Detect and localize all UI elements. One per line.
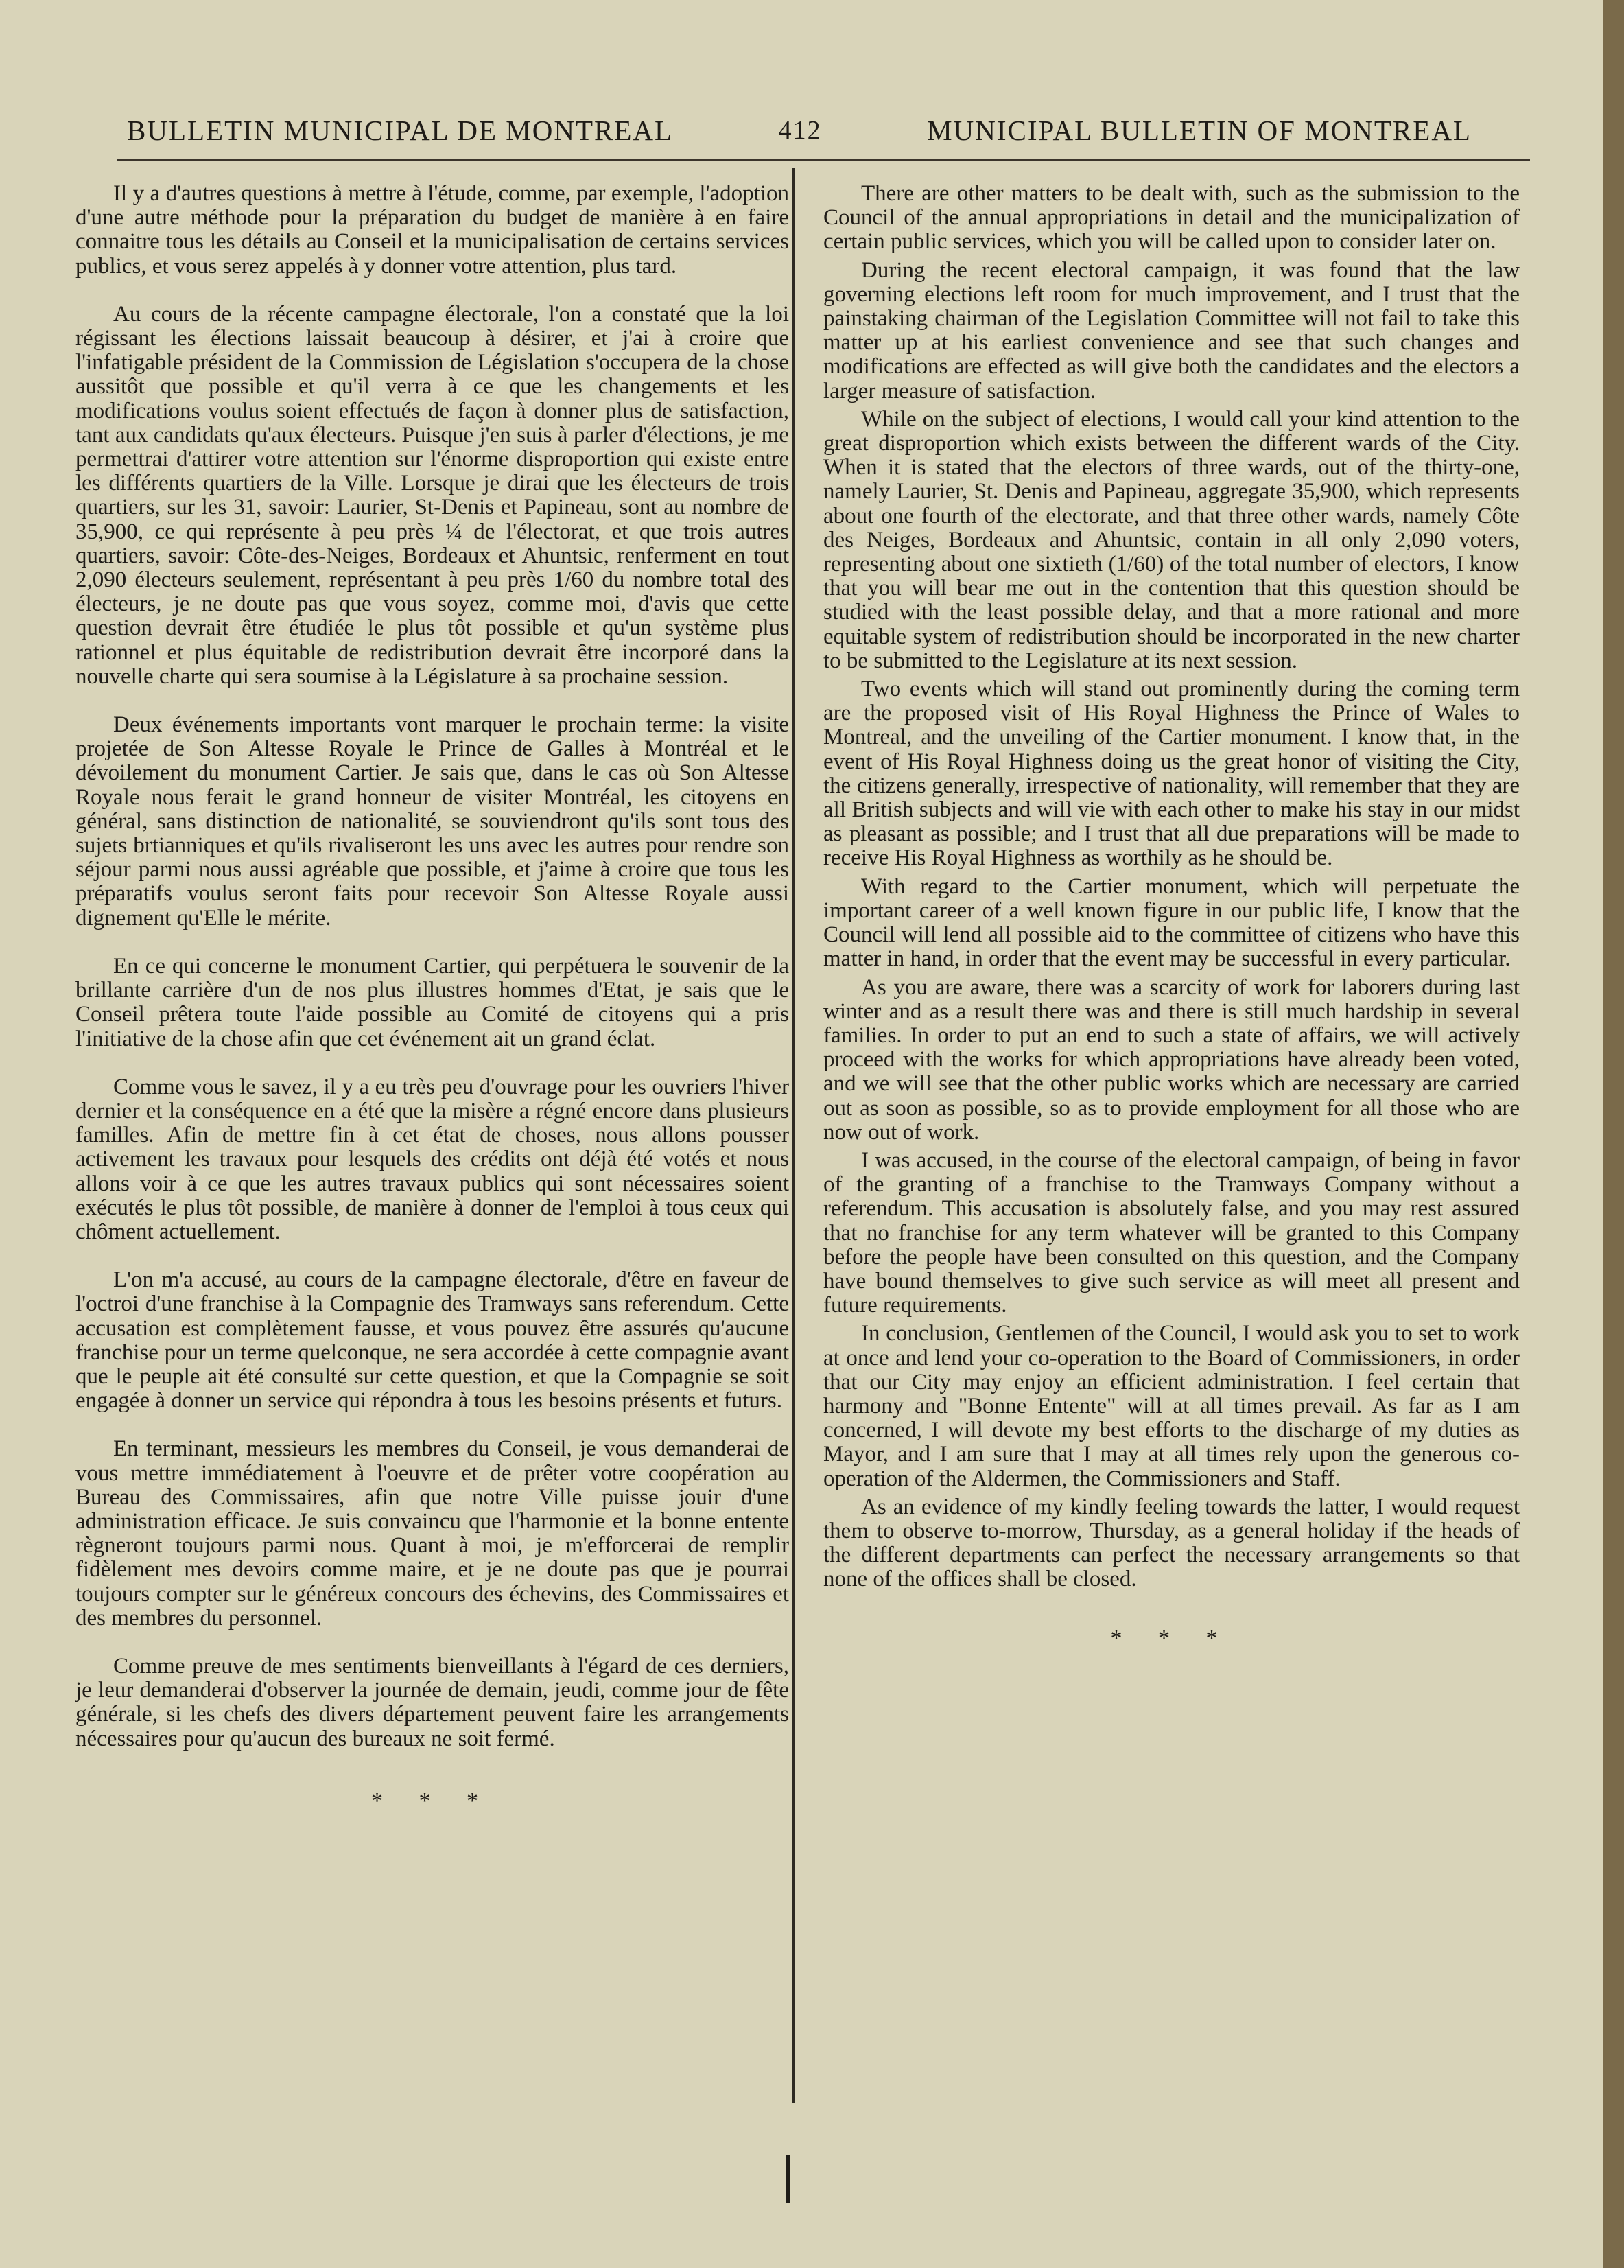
divider-mark	[786, 2155, 790, 2203]
english-paragraph: During the recent electoral campaign, it was found that the law governing elections left room for much improvement, and I trust that the painstaking chairman of the Legislation Committee will not fail to take this matter up at his earliest convenience and see that such changes and modifications are effected as will give both the candidates and the electors a larger measure of satisfaction.	[823, 257, 1520, 404]
french-paragraph: Comme preuve de mes sentiments bienveillants à l'égard de ces derniers, je leur demanderai d'observer la journée de demain, jeudi, comme jour de fête générale, si les chefs des divers département peuvent faire les arrangements nécessaires pour qu'aucun des bureaux ne soit fermé.	[75, 1653, 789, 1751]
french-section-ornament: * * *	[371, 1788, 493, 1814]
page-edge	[1603, 0, 1624, 2268]
french-paragraph: Au cours de la récente campagne électorale, l'on a constaté que la loi régissant les élections laissait beaucoup à désirer, et j'ai à croire que l'infatigable président de la Commission de Législation s'occupera de la chose aussitôt que possible et qu'il verra à ce que les changements et les modifications voulus soient effectués de façon à donner plus de satisfaction, tant aux candidats qu'aux électeurs. Puisque j'en suis à parler d'élections, je me permettrai d'attirer votre attention sur l'énorme disproportion qui existe entre les différents quartiers de la Ville. Lorsque je dirai que les électeurs de trois quartiers, sur les 31, savoir: Laurier, St-Denis et Papineau, sont au nombre de 35,900, ce qui représente à peu près ¼ de l'électorat, et que trois autres quartiers, savoir: Côte-des-Neiges, Bordeaux et Ahuntsic, renferment en tout 2,090 électeurs seulement, représentant à peu près 1/60 du nombre total des électeurs, je ne doute pas que vous soyez, comme moi, d'avis que cette question devrait être étudiée le plus tôt possible et qu'un système plus rationnel et plus équitable de redistribution devrait être incorporé dans la nouvelle charte qui sera soumise à la Législature à sa prochaine session.	[75, 301, 789, 689]
french-paragraph: Comme vous le savez, il y a eu très peu d'ouvrage pour les ouvriers l'hiver dernier et la conséquence en a été que la misère a régné encore dans plusieurs familles. Afin de mettre fin à cet état de choses, nous allons pousser activement les travaux pour lesquels des crédits ont déjà été votés et nous allons voir à ce que les autres travaux publics qui sont nécessaires soient exécutés le plus tôt possible, de manière à donner de l'emploi à tous ceux qui chôment actuellement.	[75, 1074, 789, 1244]
english-section-ornament: * * *	[1110, 1625, 1233, 1651]
french-paragraph: En ce qui concerne le monument Cartier, qui perpétuera le souvenir de la brillante carrière d'un de nos plus illustres hommes d'Etat, je sais que le Conseil prêtera toute l'aide possible au Comité de citoyens qui a pris l'initiative de la chose afin que cet événement ait un grand éclat.	[75, 953, 789, 1051]
header-english-title: MUNICIPAL BULLETIN OF MONTREAL	[927, 115, 1472, 146]
header-rule	[117, 159, 1530, 161]
french-column	[75, 182, 789, 1813]
french-paragraph: Il y a d'autres questions à mettre à l'étude, comme, par exemple, l'adoption d'une autre méthode pour la préparation du budget de manière à en faire connaitre tous les détails au Conseil et la municipalisation de certains services publics, et vous serez appelés à y donner votre attention, plus tard.	[75, 181, 789, 279]
english-paragraph: While on the subject of elections, I would call your kind attention to the great disproportion which exists between the different wards of the City. When it is stated that the electors of three wards, out of the thirty-one, namely Laurier, St. Denis and Papineau, aggregate 35,900, which represents about one fourth of the electorate, and that three other wards, namely Côte des Neiges, Bordeaux and Ahuntsic, contain in all only 2,090 voters, representing about one sixtieth (1/60) of the total number of electors, I know that you will bear me out in the contention that this question should be studied with the least possible delay, and that a more rational and more equitable system of redistribution should be incorporated in the new charter to be submitted to the Legislature at its next session.	[823, 406, 1520, 673]
english-paragraph: With regard to the Cartier monument, which will perpetuate the important career of a well known figure in our public life, I know that the Council will lend all possible aid to the committee of citizens who have this matter in hand, in order that the event may be successful in every particular.	[823, 874, 1520, 972]
header-french-title: BULLETIN MUNICIPAL DE MONTREAL	[127, 115, 674, 146]
page-header	[127, 106, 1472, 154]
page-number: 412	[778, 116, 822, 145]
english-paragraph: As you are aware, there was a scarcity of work for laborers during last winter and as a result there was and there is still much hardship in several families. In order to put an end to such a state of affairs, we will actively proceed with the works for which appropriations have already been voted, and we will see that the other public works which are necessary are carried out as soon as possible, so as to provide employment for all those who are now out of work.	[823, 974, 1520, 1145]
french-paragraph: Deux événements importants vont marquer le prochain terme: la visite projetée de Son Altesse Royale le Prince de Galles à Montréal et le dévoilement du monument Cartier. Je sais que, dans le cas où Son Altesse Royale nous ferait le grand honneur de visiter Montréal, les citoyens en général, sans distinction de nationalité, se souviendront qu'ils sont tous des sujets brtianniques et qu'ils rivaliseront les uns avec les autres pour rendre son séjour parmi nous aussi agréable que possible, et j'aime à croire que tous les préparatifs voulus seront faits pour recevoir Son Altesse Royale aussi dignement qu'Elle le mérite.	[75, 712, 789, 931]
english-paragraph: Two events which will stand out prominently during the coming term are the proposed visit of His Royal Highness the Prince of Wales to Montreal, and the unveiling of the Cartier monument. I know that, in the event of His Royal Highness doing us the great honor of visiting the City, the citizens generally, irrespective of nationality, will remember that they are all British subjects and will vie with each other to make his stay in our midst as pleasant as possible; and I trust that all due preparations will be made to receive His Royal Highness as worthily as he should be.	[823, 677, 1520, 871]
column-divider	[792, 168, 795, 2103]
english-paragraph: There are other matters to be dealt with, such as the submission to the Council of the annual appropriations in detail and the municipalization of certain public services, which you will be called upon to consider later on.	[823, 181, 1520, 255]
french-paragraph: En terminant, messieurs les membres du Conseil, je vous demanderai de vous mettre immédiatement à l'oeuvre et de prêter votre coopération au Bureau des Commissaires, afin que notre Ville puisse jouir d'une administration efficace. Je suis convaincu que l'harmonie et la bonne entente règneront toujours parmi nous. Quant à moi, je m'efforcerai de remplir fidèlement mes devoirs comme maire, et je ne doute pas que je pourrai toujours compter sur le généreux concours des échevins, des Commissaires et des membres du personnel.	[75, 1436, 789, 1630]
english-column	[823, 182, 1520, 1650]
english-paragraph: As an evidence of my kindly feeling towards the latter, I would request them to observe to-morrow, Thursday, as a general holiday if the heads of the different departments can perfect the necessary arrangements so that none of the offices shall be closed.	[823, 1494, 1520, 1592]
english-paragraph: I was accused, in the course of the electoral campaign, of being in favor of the granting of a franchise to the Tramways Company without a referendum. This accusation is absolutely false, and you may rest assured that no franchise for any term whatever will be granted to this Company before the people have been consulted on this question, and the Company have bound themselves to give such service as will meet all present and future requirements.	[823, 1147, 1520, 1318]
french-paragraph: L'on m'a accusé, au cours de la campagne électorale, d'être en faveur de l'octroi d'une franchise à la Compagnie des Tramways sans referendum. Cette accusation est complètement fausse, et vous pouvez être assurés qu'aucune franchise pour un terme quelconque, ne sera accordée à cette compagnie avant que le peuple ait été consulté sur cette question, et que la Compagnie se soit engagée à donner un service qui répondra à tous les besoins présents et futurs.	[75, 1267, 789, 1414]
english-paragraph: In conclusion, Gentlemen of the Council, I would ask you to set to work at once and lend your co-operation to the Board of Commissioners, in order that our City may enjoy an efficient administration. I feel certain that harmony and "Bonne Entente" will at all times prevail. As far as I am concerned, I will devote my best efforts to the discharge of my duties as Mayor, and I am sure that I may at all times rely upon the generous co-operation of the Aldermen, the Commissioners and Staff.	[823, 1321, 1520, 1491]
